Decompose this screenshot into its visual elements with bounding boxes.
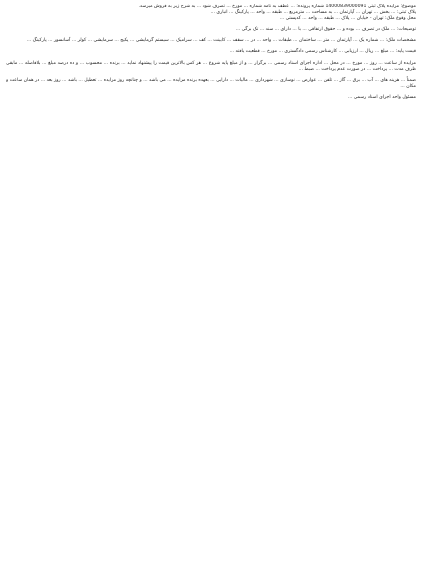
paragraph: موضوع: مزایده پلاک ثبتی 14000839000091 شماره پرونده: ... عطف به نامه شماره ... مورخ ... تصرف شود ... به شرح زیر به فروش میرسد. xyxy=(138,4,416,9)
paragraph: قیمت پایه: ... مبلغ ... ریال ... ارزیابی ... کارشناس رسمی دادگستری ... مورخ ... قطعیت یافته ... xyxy=(229,49,416,55)
paragraph: محل وقوع ملک: تهران - خیابان ... پلاک ... طبقه ... واحد ... کدپستی ... xyxy=(279,16,416,22)
paragraph: مشخصات ملک: ... شماره یک ... آپارتمان ... متر ... ساختمان ... طبقات ... واحد ... در ... سقف ... کابینت ... کف ... سرامیک ... سیستم گرمایشی ... پکیج ... سرمایشی ... کولر ... آسانسور ... پارکینگ ... xyxy=(26,38,416,44)
paragraph: مزایده از ساعت ... روز ... مورخ ... در محل ... اداره اجرای اسناد رسمی ... برگزار ... و از مبلغ پایه شروع ... هر کس بالاترین قیمت را پیشنهاد نماید ... برنده ... محسوب ... و ده درصد مبلغ ... بلافاصله ... مابقی ظرف مدت ... پرداخت ... در صورت عدم پرداخت ... ضبط ... xyxy=(6,60,416,72)
document-page xyxy=(6,4,416,572)
paragraph: ضمناً ... هزینه های ... آب ... برق ... گاز ... تلفن ... عوارض ... نوسازی ... شهرداری ... مالیات ... دارایی ... بعهده برنده مزایده ... می باشد ... و چنانچه روز مزایده ... تعطیل ... باشد ... روز بعد ... در همان ساعت و مکان ... xyxy=(6,77,416,89)
paragraph: مسئول واحد اجرای اسناد رسمی ... xyxy=(347,94,416,100)
paragraph: پلاک ثبتی: ... بخش ... تهران ... آپارتمان ... به مساحت ... مترمربع ... طبقه ... واحد ... پارکینگ ... انباری ... xyxy=(210,10,416,16)
paragraph: توضیحات: ... ملک در تصرف ... بوده و ... حقوق ارتفاقی ... با ... دارای ... سند ... تک برگی ... xyxy=(235,27,416,33)
